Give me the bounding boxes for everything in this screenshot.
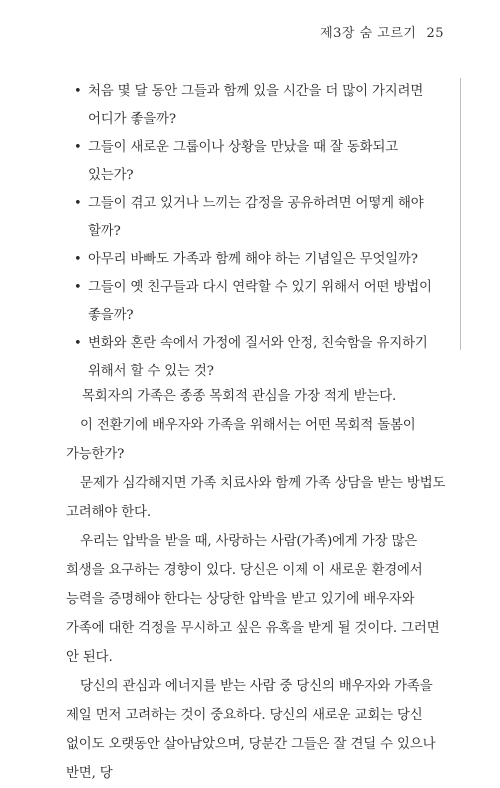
page-number: 25: [426, 26, 444, 41]
paragraph: 이 전환기에 배우자와 가족을 위해서는 어떤 목회적 돌봄이 가능한가?: [66, 418, 416, 462]
paragraph: 당신의 관심과 에너지를 받는 사람 중 당신의 배우자와 가족을 제일 먼저 고려하는 것이 중요하다. 당신의 새로운 교회는 당신 없이도 오랫동안 살아남았으며, 당분간 그들은 잘 견딜 수 있으나 반면, 당: [66, 679, 436, 781]
list-item: [66, 330, 446, 386]
bullet-icon: •: [74, 140, 82, 155]
list-item-text: 그들이 새로운 그룹이나 상황을 만났을 때 잘 동화되고 있는가?: [88, 140, 399, 183]
question-list: [66, 78, 446, 386]
list-item-text: 처음 몇 달 동안 그들과 함께 있을 시간을 더 많이 가지려면 어디가 좋을까?: [88, 84, 424, 127]
list-item-text: 아무리 바빠도 가족과 함께 해야 하는 기념일은 무엇일까?: [88, 252, 418, 267]
running-head: [320, 22, 444, 41]
bullet-icon: •: [74, 252, 82, 267]
bullet-icon: •: [74, 336, 82, 351]
list-item-text: 변화와 혼란 속에서 가정에 질서와 안정, 친숙함을 유지하기 위해서 할 수 있는 것?: [88, 336, 428, 379]
list-item-text: 그들이 겪고 있거나 느끼는 감정을 공유하려면 어떻게 해야 할까?: [88, 196, 424, 239]
bullet-icon: •: [74, 84, 82, 99]
list-item: [66, 134, 446, 190]
bullet-icon: •: [74, 280, 82, 295]
paragraph: 목회자의 가족은 종종 목회적 관심을 가장 적게 받는다.: [82, 389, 397, 404]
list-item-text: 그들이 옛 친구들과 다시 연락할 수 있기 위해서 어떤 방법이 좋을까?: [88, 280, 432, 323]
paragraph: 문제가 심각해지면 가족 치료사와 함께 가족 상담을 받는 방법도 고려해야 한다.: [66, 476, 446, 520]
bullet-icon: •: [74, 196, 82, 211]
list-item: [66, 78, 446, 134]
list-item: [66, 246, 446, 274]
body-text: [66, 382, 452, 788]
question-box: [66, 78, 461, 379]
paragraph: 우리는 압박을 받을 때, 사랑하는 사람(가족)에게 가장 많은 희생을 요구하는 경향이 있다. 당신은 이제 이 새로운 환경에서 능력을 증명해야 한다는 상당한 압박을 받고 있기에 배우자와 가족에 대한 걱정을 무시하고 싶은 유혹을 받게 될 것이다. 그러면 안 된다.: [66, 534, 440, 665]
chapter-title: 제3장 숨 고르기: [320, 26, 417, 41]
list-item: [66, 190, 446, 246]
list-item: [66, 274, 446, 330]
